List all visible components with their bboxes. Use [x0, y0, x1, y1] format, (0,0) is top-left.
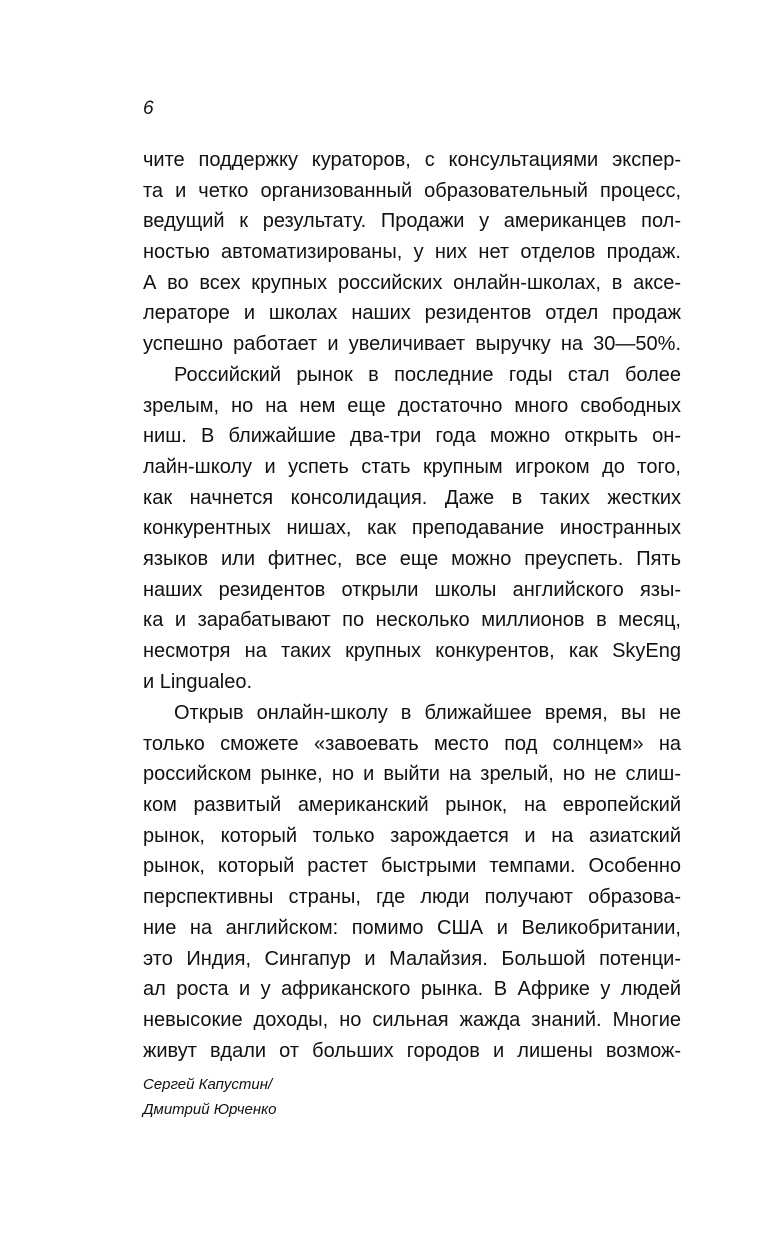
text-line: несмотря на таких крупных конкурентов, как SkyEng [143, 640, 681, 662]
text-line: ведущий к результату. Продажи у американцев пол- [143, 210, 681, 233]
text-line: успешно работает и увеличивает выручку на 30—50%. [143, 333, 681, 356]
text-line: рынок, который только зарождается и на азиатский [143, 824, 681, 847]
text-line: невысокие доходы, но сильная жажда знаний. Многие [143, 1008, 681, 1031]
text-line: ал роста и у африканского рынка. В Африке у людей [143, 978, 681, 1001]
page-number: 6 [143, 98, 154, 119]
text-line: ностью автоматизированы, у них нет отделов продаж. [143, 241, 681, 264]
text-line: лайн-школу и успеть стать крупным игроком до того, [143, 455, 681, 478]
text-line: лераторе и школах наших резидентов отдел продаж [143, 302, 681, 325]
text-block-upper [143, 145, 681, 697]
text-line: и Lingualeo. [143, 670, 253, 693]
paragraph-1 [143, 145, 681, 360]
text-line: та и четко организованный образовательный процесс, [143, 179, 681, 202]
paragraph-3 [143, 698, 681, 1066]
text-line: А во всех крупных российских онлайн-школах, в аксе- [143, 271, 681, 294]
text-line: перспективны страны, где люди получают образова- [143, 886, 681, 909]
text-line: чите поддержку кураторов, с консультациями экспер- [143, 149, 681, 171]
text-line: это Индия, Сингапур и Малайзия. Большой потенци- [143, 947, 681, 970]
text-line: ниш. В ближайшие два-три года можно открыть он- [143, 425, 681, 448]
text-line: конкурентных нишах, как преподавание иностранных [143, 517, 681, 540]
text-line: языков или фитнес, все еще можно преуспеть. Пять [143, 547, 681, 570]
author-footer [143, 1072, 277, 1122]
text-line: наших резидентов открыли школы английского язы- [143, 578, 681, 601]
paragraph-2 [143, 360, 681, 698]
author-line-1: Сергей Капустин/ [143, 1076, 273, 1093]
text-line: Российский рынок в последние годы стал более [174, 363, 681, 386]
text-line: ком развитый американский рынок, на европейский [143, 794, 681, 817]
text-line: рынок, который растет быстрыми темпами. Особенно [143, 855, 681, 878]
text-line: ка и зарабатывают по несколько миллионов в месяц, [143, 609, 681, 632]
text-line: Открыв онлайн-школу в ближайшее время, вы не [174, 702, 681, 724]
text-line: живут вдали от больших городов и лишены возмож- [143, 1039, 681, 1062]
text-line: ние на английском: помимо США и Великобритании, [143, 916, 681, 939]
text-line: российском рынке, но и выйти на зрелый, но не слиш- [143, 763, 681, 786]
author-line-2: Дмитрий Юрченко [143, 1101, 277, 1118]
text-line: только сможете «завоевать место под солнцем» на [143, 732, 681, 755]
text-line: как начнется консолидация. Даже в таких жестких [143, 486, 681, 509]
text-block-lower [143, 698, 681, 1066]
text-line: зрелым, но на нем еще достаточно много свободных [143, 394, 681, 417]
